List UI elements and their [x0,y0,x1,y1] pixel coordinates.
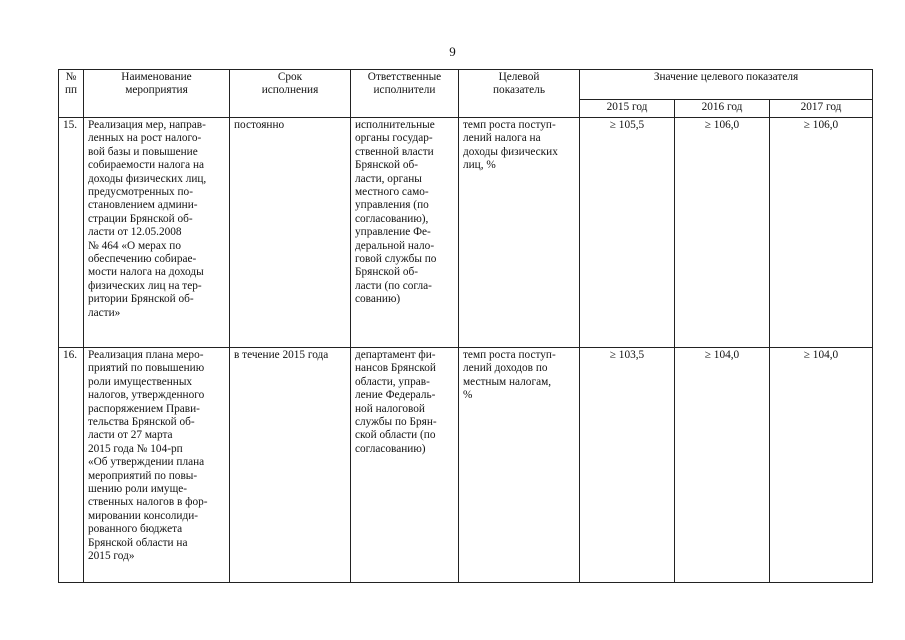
value-2017: ≥ 104,0 [770,348,873,583]
header-row [59,70,873,100]
row-number: 15. [59,118,84,348]
value-2016: ≥ 106,0 [675,118,770,348]
header-year-2015: 2015 год [580,100,675,118]
header-year-2016: 2016 год [675,100,770,118]
value-2015: ≥ 103,5 [580,348,675,583]
header-year-2017: 2017 год [770,100,873,118]
measure-target: темп роста поступ- лений налога на доходы физических лиц, % [459,118,580,348]
header-target: Целевой показатель [459,70,580,118]
page-number: 9 [449,44,456,59]
header-term: Срок исполнения [230,70,351,118]
header-responsible: Ответственные исполнители [351,70,459,118]
table-row [59,348,873,583]
measure-name: Реализация мер, направ- ленных на рост налого- вой базы и повышение собираемости налога на доходы физических лиц, предусмотренных по- становлением админи- страции Брянской об- ласти от 12.05.2008 № 464 «О мерах по обеспечению собирае- мости налога на доходы физических лиц на тер- ритории Брянской об- ласти» [84,118,230,348]
measure-term: постоянно [230,118,351,348]
table-row [59,118,873,348]
measure-name: Реализация плана меро- приятий по повышению роли имущественных налогов, утвержденного распоряжением Прави- тельства Брянской об- ласти от 27 марта 2015 года № 104-рп «Об утверждении плана мероприятий по повы- шению роли имуще- ственных налогов в фор- мировании консолиди- рованного бюджета Брянской области на 2015 год» [84,348,230,583]
header-values-group: Значение целевого показателя [580,70,873,100]
value-2015: ≥ 105,5 [580,118,675,348]
value-2016: ≥ 104,0 [675,348,770,583]
measure-target: темп роста поступ- лений доходов по местным налогам, % [459,348,580,583]
measure-responsible: департамент фи- нансов Брянской области, управ- ление Федераль- ной налоговой службы по Брян- ской области (по согласованию) [351,348,459,583]
header-num: № пп [59,70,84,118]
measures-table [58,69,873,583]
value-2017: ≥ 106,0 [770,118,873,348]
measure-responsible: исполнительные органы государ- ственной власти Брянской об- ласти, органы местного само- управления (по согласованию), управление Фе- деральной нало- говой службы по Брянской об- ласти (по согла- сованию) [351,118,459,348]
row-number: 16. [59,348,84,583]
measure-term: в течение 2015 года [230,348,351,583]
header-name: Наименование мероприятия [84,70,230,118]
